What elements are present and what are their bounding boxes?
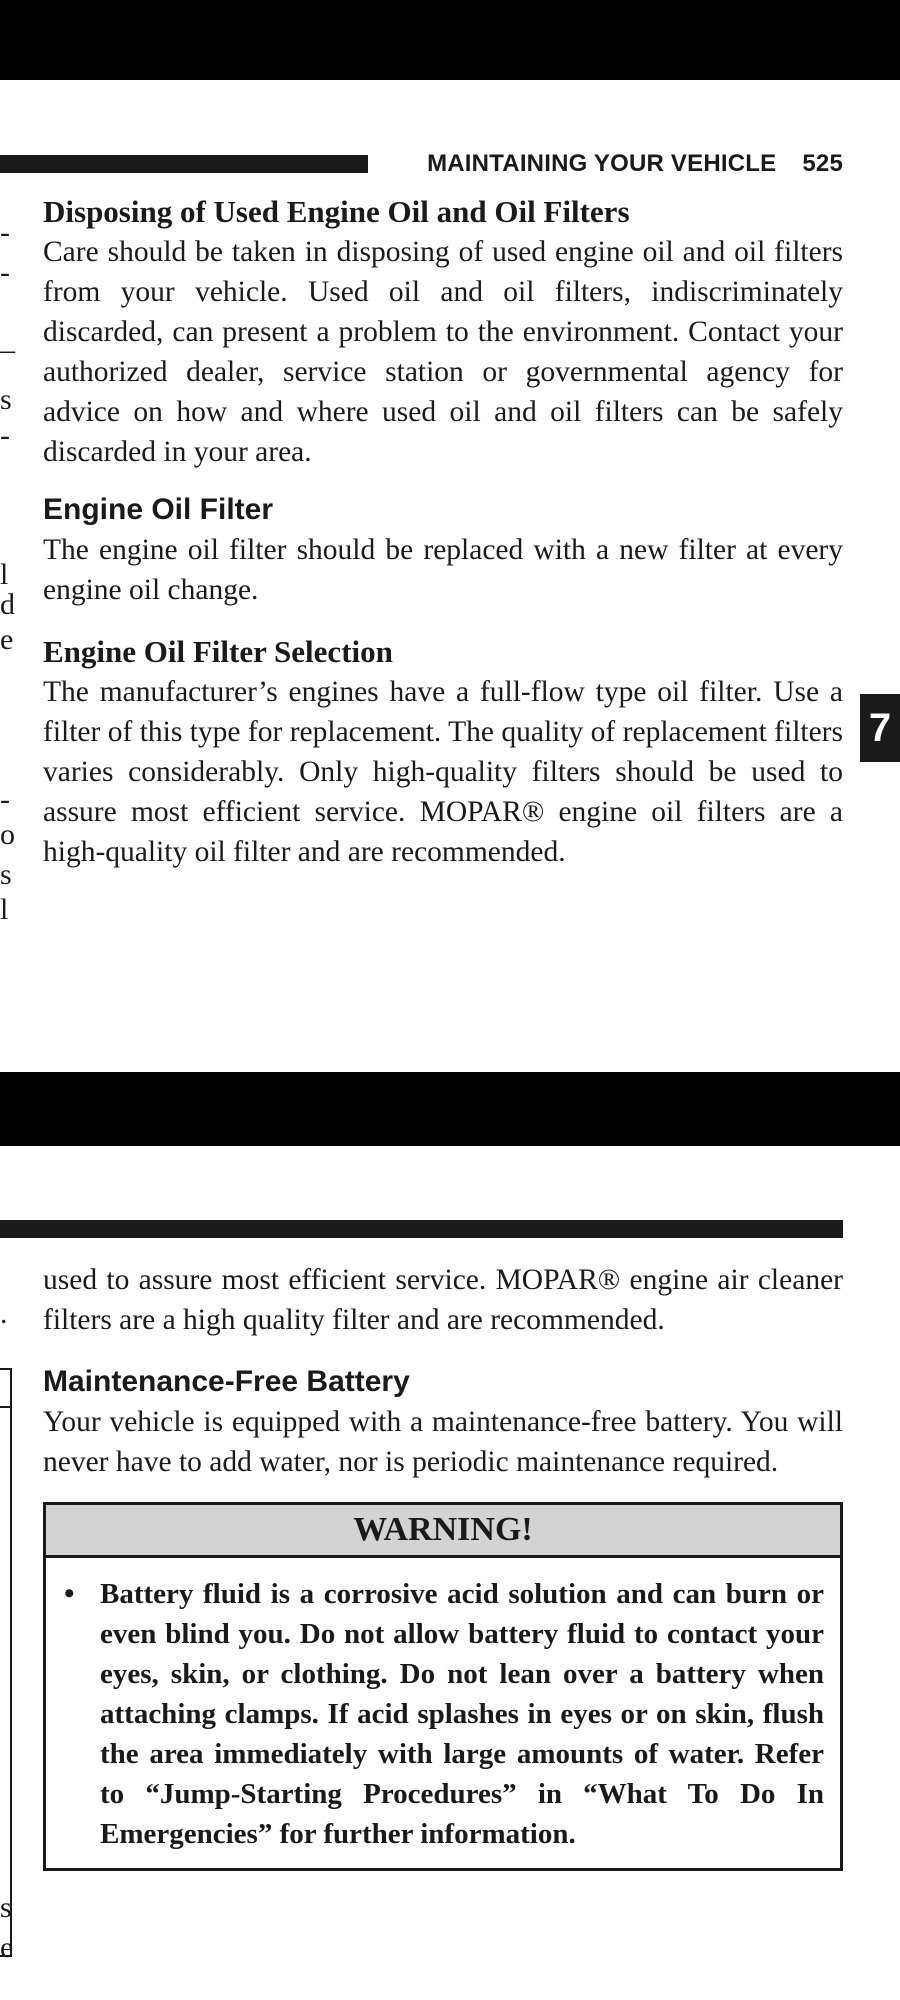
warning-box bbox=[43, 1502, 843, 1871]
maintenance-free-battery-section bbox=[43, 1362, 843, 1482]
section-body: Care should be taken in disposing of used engine oil and oil filters from your vehicle. Used oil and oil filters, indiscriminately discarded, can present a problem to the environment. Contact your authorized dealer, service station or governmental agency for advice on how and where used oil and oil filters can be safely discarded in your area. bbox=[43, 236, 843, 468]
margin-fragment: o bbox=[0, 818, 15, 851]
section-heading: Disposing of Used Engine Oil and Oil Filters bbox=[43, 194, 630, 229]
disposing-oil-section bbox=[43, 192, 843, 472]
section-body: Your vehicle is equipped with a maintenance-free battery. You will never have to add water, nor is periodic maintenance required. bbox=[43, 1406, 843, 1478]
page-content bbox=[43, 1260, 843, 1871]
section-heading: Maintenance-Free Battery bbox=[43, 1365, 410, 1398]
margin-fragment: e bbox=[0, 623, 14, 656]
margin-fragment: s bbox=[0, 383, 12, 416]
adjacent-page-frame-header bbox=[0, 1368, 12, 1408]
section-heading: Engine Oil Filter bbox=[43, 493, 274, 526]
warning-title: WARNING! bbox=[46, 1505, 840, 1558]
page-content bbox=[43, 192, 843, 872]
margin-fragment: s bbox=[0, 858, 12, 891]
margin-fragment: l bbox=[0, 893, 9, 926]
warning-item bbox=[64, 1574, 824, 1854]
margin-fragment: _ bbox=[0, 323, 15, 356]
section-body: The manufacturer’s engines have a full-flow type oil filter. Use a filter of this type for replacement. The quality of replacement filters varies considerably. Only high-quality filters should be used to assure most efficient service. MOPAR® engine oil filters are a high-quality oil filter and are recommended. bbox=[43, 676, 843, 868]
margin-fragment: - bbox=[0, 216, 10, 249]
margin-fragment: - bbox=[0, 256, 10, 289]
margin-fragment: s bbox=[0, 1891, 12, 1924]
warning-text: Battery fluid is a corrosive acid solution and can burn or even blind you. Do not allow battery fluid to contact your eyes, skin, or clothing. Do not lean over a battery when attaching clamps. If acid splashes in eyes or on skin, flush the area immediately with large amounts of water. Refer to “Jump-Starting Procedures” in “What To Do In Emergencies” for further information. bbox=[100, 1578, 824, 1850]
continued-paragraph: used to assure most efficient service. MOPAR® engine air cleaner filters are a high quality filter and are recommended. bbox=[43, 1264, 843, 1336]
header-rule bbox=[0, 155, 368, 173]
margin-fragment: e bbox=[0, 1931, 14, 1964]
margin-fragment: l bbox=[0, 558, 9, 591]
oil-filter-selection-section bbox=[43, 632, 843, 872]
adjacent-page-frame bbox=[0, 1368, 12, 1957]
chapter-tab: 7 bbox=[860, 694, 900, 762]
manual-page-525 bbox=[0, 80, 900, 1072]
section-heading: Engine Oil Filter Selection bbox=[43, 634, 393, 669]
page-number: 525 bbox=[802, 150, 843, 177]
warning-body bbox=[46, 1558, 840, 1868]
bullet-icon: • bbox=[64, 1577, 75, 1610]
running-header bbox=[386, 148, 843, 180]
section-body: The engine oil filter should be replaced with a new filter at every engine oil change. bbox=[43, 534, 843, 606]
margin-fragment: - bbox=[0, 783, 10, 816]
header-title: MAINTAINING YOUR VEHICLE bbox=[427, 150, 777, 177]
header-rule bbox=[0, 1220, 843, 1238]
top-black-band bbox=[0, 0, 900, 80]
manual-page-continued bbox=[0, 1146, 900, 2000]
middle-black-band bbox=[0, 1072, 900, 1146]
margin-fragment: d bbox=[0, 588, 15, 621]
engine-oil-filter-section bbox=[43, 490, 843, 610]
margin-fragment: . bbox=[0, 1297, 8, 1330]
margin-fragment: - bbox=[0, 419, 10, 452]
